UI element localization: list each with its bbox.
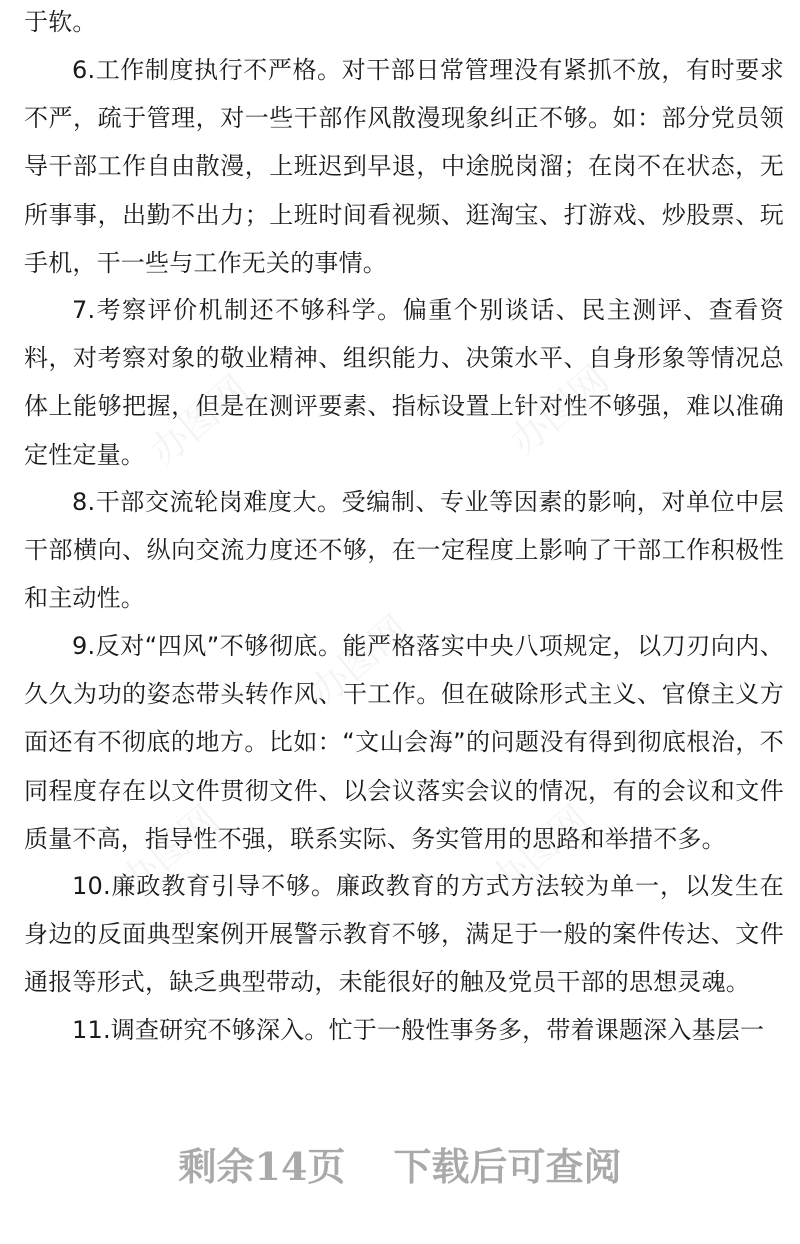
download-prompt[interactable] bbox=[0, 1136, 800, 1191]
paragraph-item-6: 6.工作制度执行不严格。对干部日常管理没有紧抓不放，有时要求不严，疏于管理，对一些干部作风散漫现象纠正不够。如：部分党员领导干部工作自由散漫，上班迟到早退，中途脱岗溜；在岗不在状态，无所事事，出勤不出力；上班时间看视频、逛淘宝、打游戏、炒股票、玩手机，干一些与工作无关的事情。 bbox=[24, 56, 784, 277]
paragraph-item-8: 8.干部交流轮岗难度大。受编制、专业等因素的影响，对单位中层干部横向、纵向交流力度还不够，在一定程度上影响了干部工作积极性和主动性。 bbox=[24, 488, 784, 613]
paragraph-item-11: 11.调查研究不够深入。忙于一般性事务多，带着课题深入基层一 bbox=[72, 1016, 765, 1044]
paragraph-item-7: 7.考察评价机制还不够科学。偏重个别谈话、民主测评、查看资料，对考察对象的敬业精神、组织能力、决策水平、自身形象等情况总体上能够把握，但是在测评要素、指标设置上针对性不够强，难以准确定性定量。 bbox=[24, 296, 784, 469]
download-to-view-label: 下载后可查阅 bbox=[393, 1144, 622, 1189]
paragraph-item-10: 10.廉政教育引导不够。廉政教育的方式方法较为单一，以发生在身边的反面典型案例开展警示教育不够，满足于一般的案件传达、文件通报等形式，缺乏典型带动，未能很好的触及党员干部的思想灵魂。 bbox=[24, 872, 784, 997]
paragraph-continuation: 于软。 bbox=[24, 8, 97, 36]
remaining-pages-label: 剩余14页 bbox=[178, 1144, 346, 1189]
paragraph-item-9: 9.反对“四风”不够彻底。能严格落实中央八项规定，以刀刃向内、久久为功的姿态带头转作风、干工作。但在破除形式主义、官僚主义方面还有不彻底的地方。比如：“文山会海”的问题没有得到彻底根治，不同程度存在以文件贯彻文件、以会议落实会议的情况，有的会议和文件质量不高，指导性不强，联系实际、务实管用的思路和举措不多。 bbox=[24, 632, 784, 853]
